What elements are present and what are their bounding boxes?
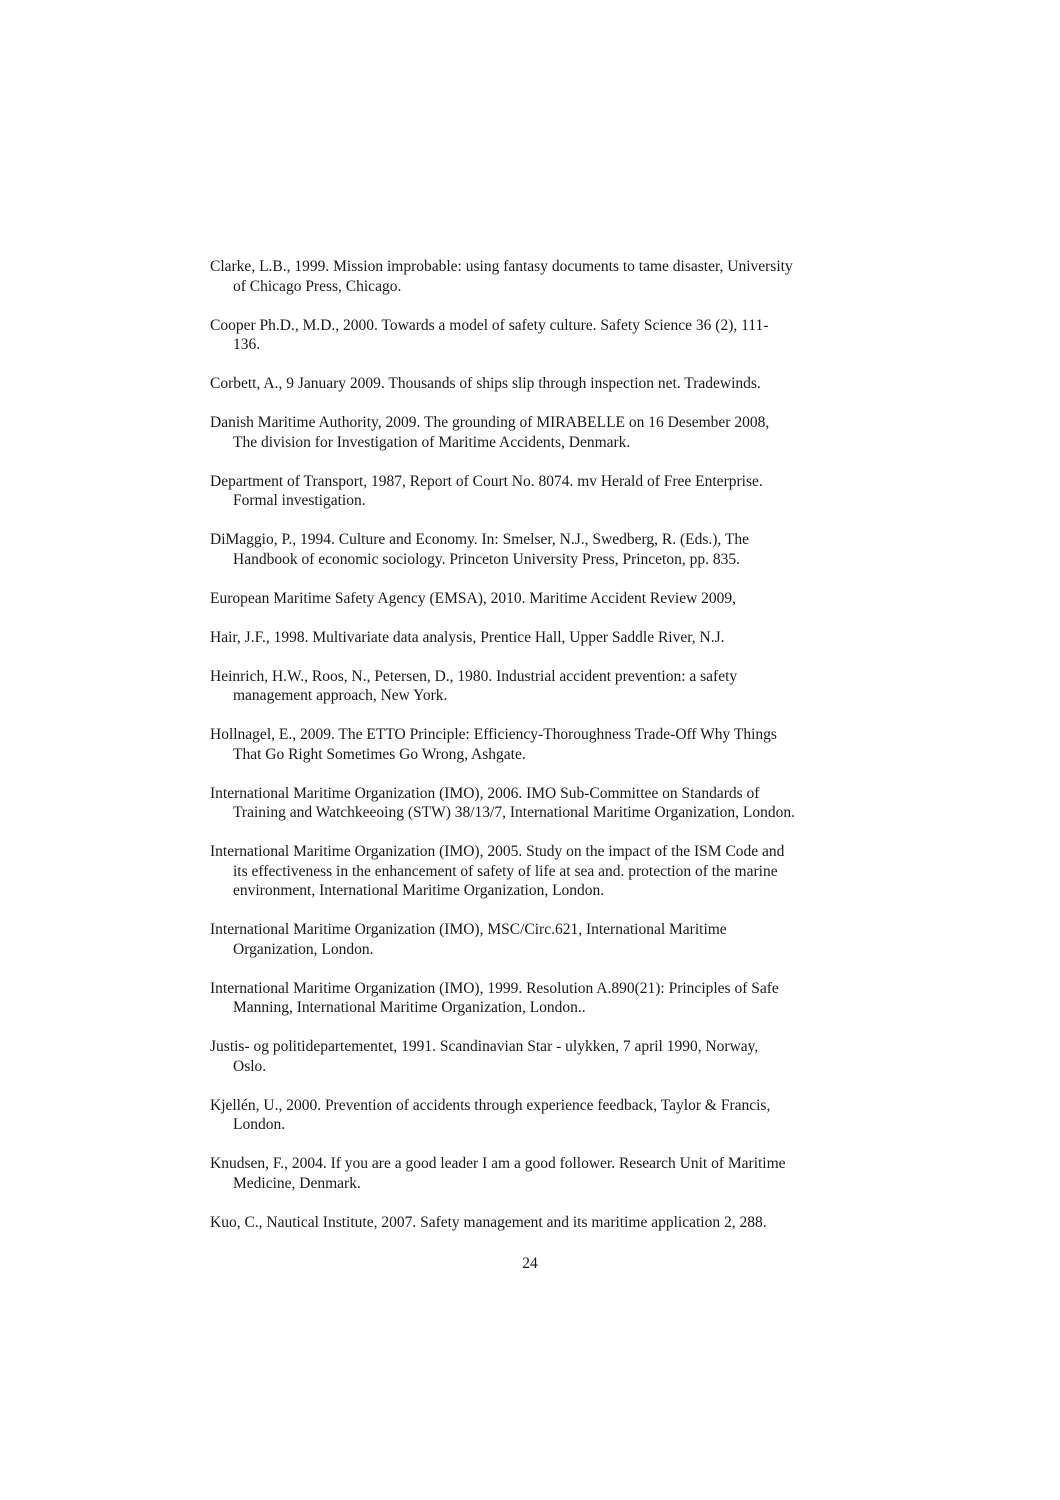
reference-entry: Corbett, A., 9 January 2009. Thousands of ships slip through inspection net. Tradewinds.	[210, 375, 761, 392]
reference-entry: Clarke, L.B., 1999. Mission improbable: using fantasy documents to tame disaster, University of Chicago Press, Chicago.	[210, 258, 793, 295]
reference-entry: Heinrich, H.W., Roos, N., Petersen, D., 1980. Industrial accident prevention: a safety management approach, New York.	[210, 667, 738, 704]
reference-entry: Kuo, C., Nautical Institute, 2007. Safety management and its maritime application 2, 288.	[210, 1213, 767, 1231]
reference-entry: European Maritime Safety Agency (EMSA), 2010. Maritime Accident Review 2009,	[210, 589, 737, 607]
reference-entry: Hair, J.F., 1998. Multivariate data analysis, Prentice Hall, Upper Saddle River, N.J.	[210, 628, 725, 646]
reference-entry: Kjellén, U., 2000. Prevention of accidents through experience feedback, Taylor & Francis, London.	[210, 1096, 771, 1133]
page-number: 24	[522, 1255, 538, 1272]
reference-entry: Justis- og politidepartementet, 1991. Scandinavian Star - ulykken, 7 april 1990, Norway, Oslo.	[210, 1038, 759, 1075]
reference-entry: International Maritime Organization (IMO), 2006. IMO Sub-Committee on Standards of Training and Watchkeeoing (STW) 38/13/7, International Maritime Organization, London.	[210, 784, 795, 821]
reference-entry: Knudsen, F., 2004. If you are a good leader I am a good follower. Research Unit of Maritime Medicine, Denmark.	[210, 1155, 786, 1192]
reference-entry: Department of Transport, 1987, Report of Court No. 8074. mv Herald of Free Enterprise. Formal investigation.	[210, 472, 763, 509]
reference-entry: DiMaggio, P., 1994. Culture and Economy. In: Smelser, N.J., Swedberg, R. (Eds.), The Handbook of economic sociology. Princeton University Press, Princeton, pp. 835.	[210, 531, 749, 568]
reference-entry: Cooper Ph.D., M.D., 2000. Towards a model of safety culture. Safety Science 36 (2), 111- 136.	[210, 316, 769, 353]
reference-entry: Danish Maritime Authority, 2009. The grounding of MIRABELLE on 16 Desember 2008, The division for Investigation of Maritime Accidents, Denmark.	[210, 414, 770, 451]
reference-list	[210, 257, 870, 1252]
reference-entry: Hollnagel, E., 2009. The ETTO Principle: Efficiency-Thoroughness Trade-Off Why Things That Go Right Sometimes Go Wrong, Ashgate.	[210, 726, 777, 763]
reference-entry: International Maritime Organization (IMO), MSC/Circ.621, International Maritime Organization, London.	[210, 921, 727, 958]
reference-entry: International Maritime Organization (IMO), 2005. Study on the impact of the ISM Code and its effectiveness in the enhancement of safety of life at sea and. protection of the marine environment, International Maritime Organization, London.	[210, 843, 785, 899]
reference-entry: International Maritime Organization (IMO), 1999. Resolution A.890(21): Principles of Safe Manning, International Maritime Organization, London..	[210, 979, 779, 1016]
